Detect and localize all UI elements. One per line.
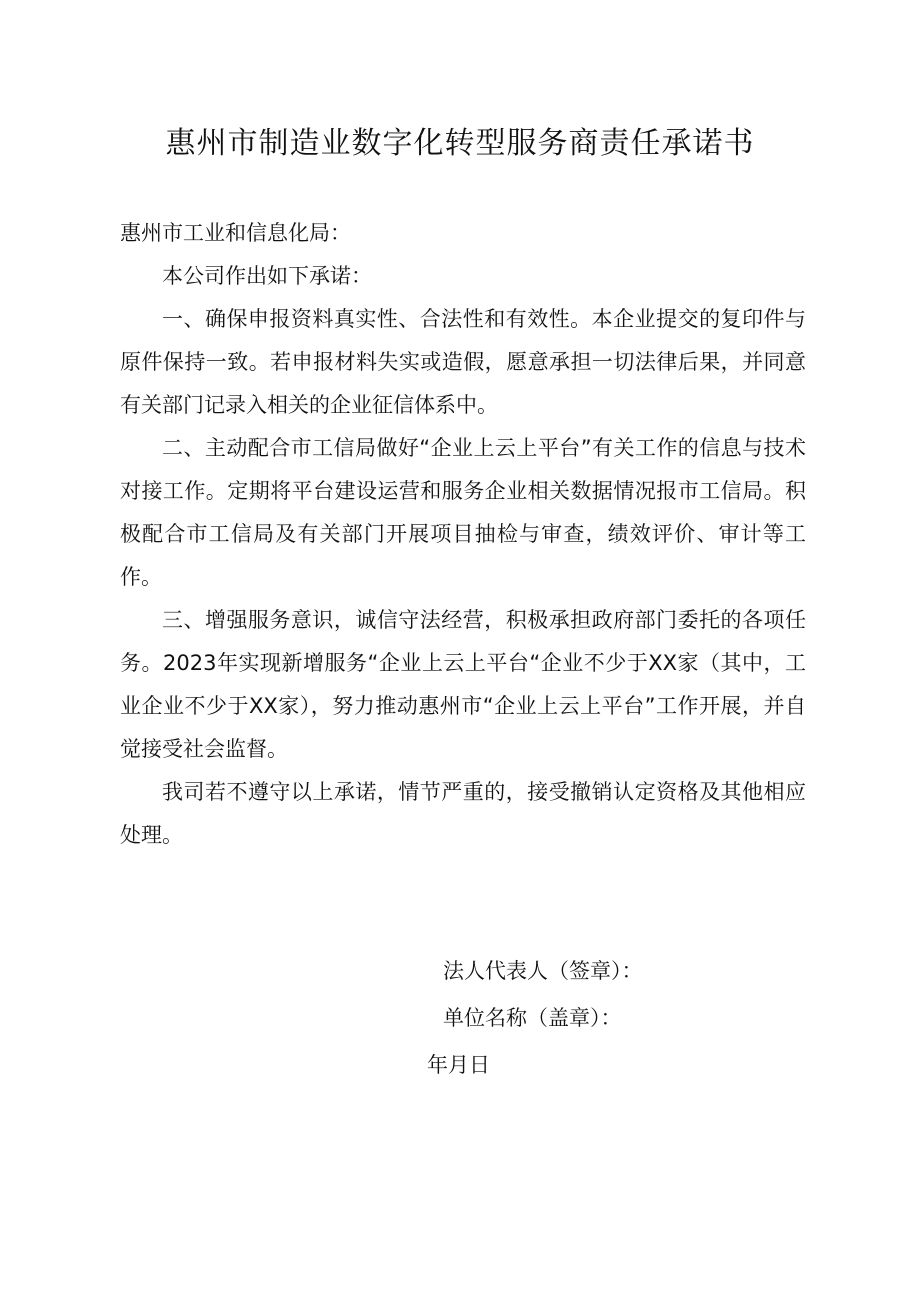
intro-paragraph: 本公司作出如下承诺： [162,264,372,288]
document-body [120,212,806,857]
commitment-paragraph-2: 二、主动配合市工信局做好“企业上云上平台”有关工作的信息与技术对接工作。定期将平台建设运营和服务企业相关数据情况报市工信局。积极配合市工信局及有关部门开展项目抽检与审查，绩效评价、审计等工作。 [120,436,806,589]
salutation: 惠州市工业和信息化局： [120,221,351,245]
commitment-paragraph-1: 一、确保申报资料真实性、合法性和有效性。本企业提交的复印件与原件保持一致。若申报材料失实或造假，愿意承担一切法律后果，并同意有关部门记录入相关的企业征信体系中。 [120,307,806,417]
date-line: 年月日 [427,1053,490,1077]
closing-paragraph: 我司若不遵守以上承诺，情节严重的，接受撤销认定资格及其他相应处理。 [120,780,806,847]
commitment-paragraph-3: 三、增强服务意识，诚信守法经营，积极承担政府部门委托的各项任务。2023年实现新增服务“企业上云上平台“企业不少于XX家（其中，工业企业不少于XX家），努力推动惠州市“企业上云上平台”工作开展，并自觉接受社会监督。 [120,608,806,761]
legal-representative-signature-line: 法人代表人（签章）： [443,959,643,983]
document-title: 惠州市制造业数字化转型服务商责任承诺书 [165,126,755,161]
unit-name-stamp-line: 单位名称（盖章）： [443,1006,622,1030]
